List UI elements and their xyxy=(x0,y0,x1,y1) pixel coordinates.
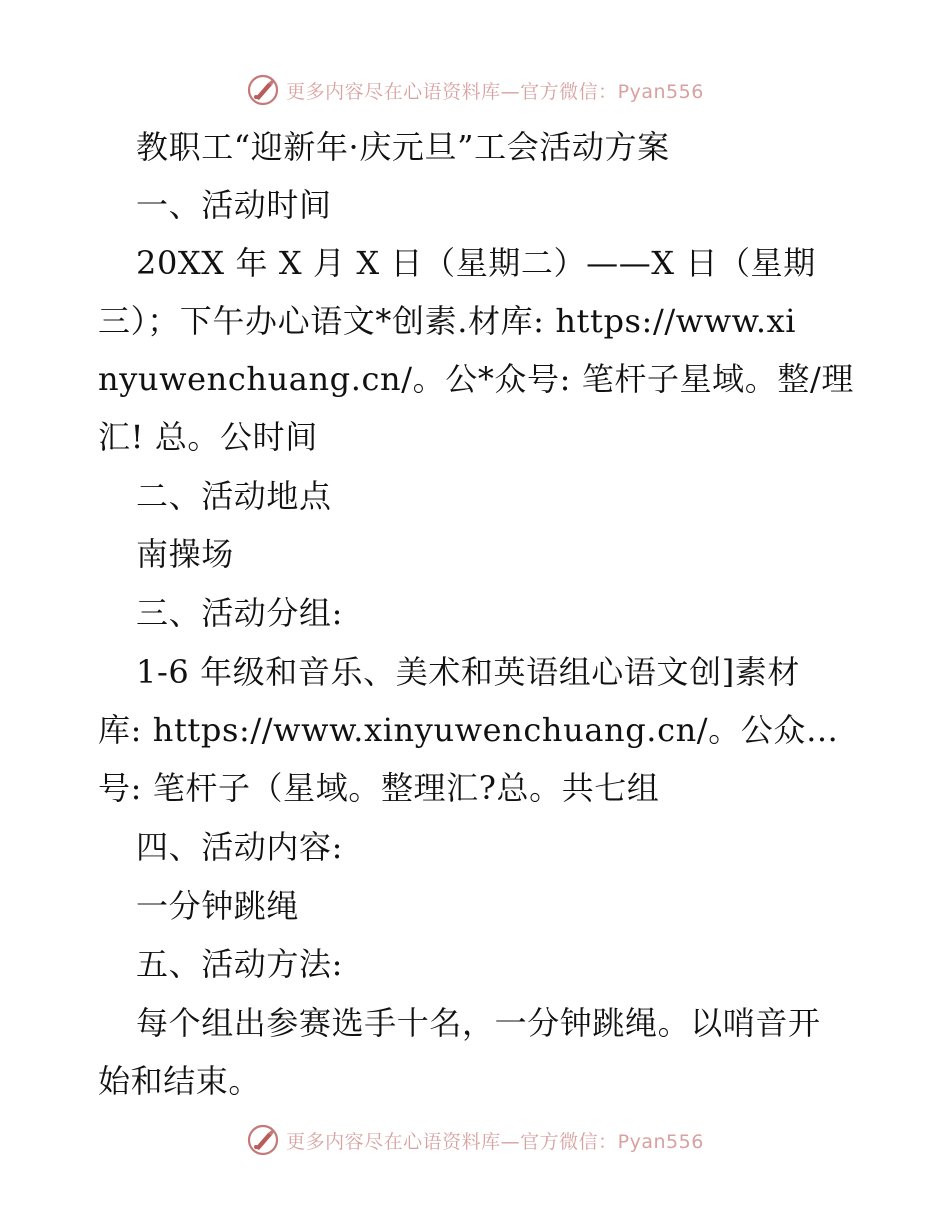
paragraph-line: nyuwenchuang.cn/。公*众号: 笔杆子星域。整/理 xyxy=(98,360,854,398)
section-heading-method: 五、活动方法: xyxy=(136,945,343,983)
paragraph-line: 始和结束。 xyxy=(98,1062,262,1100)
paragraph-line: 南操场 xyxy=(136,535,234,573)
paragraph-line: 1-6 年级和音乐、美术和英语组心语文创]素材 xyxy=(136,653,800,691)
watermark-text: 更多内容尽在心语资料库—官方微信：Pyan556 xyxy=(286,80,704,103)
section-heading-time: 一、活动时间 xyxy=(136,186,332,224)
paragraph-line: 号: 笔杆子（星域。整理汇?总。共七组 xyxy=(98,769,660,807)
paragraph-line: 20XX 年 X 月 X 日（星期二）——X 日（星期 xyxy=(136,244,816,282)
section-heading-location: 二、活动地点 xyxy=(136,477,332,515)
paragraph-line: 一分钟跳绳 xyxy=(136,887,300,925)
section-heading-content: 四、活动内容: xyxy=(136,828,343,866)
paragraph-line: 每个组出参赛选手十名，一分钟跳绳。以哨音开 xyxy=(136,1004,821,1042)
paragraph-line: 库: https://www.xinyuwenchuang.cn/。公众… xyxy=(98,711,839,749)
footer-watermark-banner xyxy=(0,1120,950,1160)
paragraph-line: 三）；下午办心语文*创素.材库: https://www.xi xyxy=(98,302,797,340)
paragraph-line: 汇! 总。公时间 xyxy=(98,418,318,456)
quill-logo-icon xyxy=(246,1123,280,1157)
watermark-text: 更多内容尽在心语资料库—官方微信：Pyan556 xyxy=(286,1130,704,1153)
section-heading-groups: 三、活动分组: xyxy=(136,594,343,632)
document-title: 教职工“迎新年·庆元旦”工会活动方案 xyxy=(136,128,670,166)
